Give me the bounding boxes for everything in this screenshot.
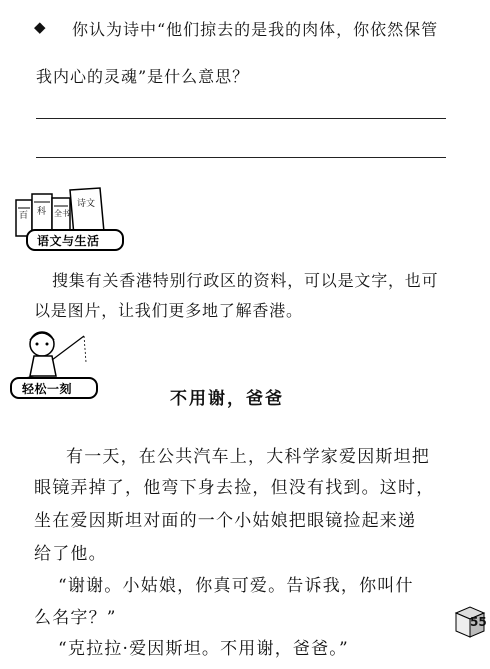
book-spine-4: 诗文 [77,199,96,209]
language-life-line-1: 搜集有关香港特别行政区的资料，可以是文字，也可 [52,271,439,290]
book-spine-2: 科 [37,207,47,217]
answer-line-2 [36,157,446,158]
page-number: 55 [470,615,487,629]
answer-line-1 [36,118,446,119]
story-line-3: 坐在爱因斯坦对面的一个小姑娘把眼镜捡起来递 [34,511,417,531]
relax-label: 轻松一刻 [22,382,73,396]
language-life-line-2: 以是图片，让我们更多地了解香港。 [34,301,303,320]
relax-badge [10,322,110,400]
page-number-cube [452,603,488,641]
language-life-label-bar [26,229,124,251]
story-line-7: “克拉拉·爱因斯坦。不用谢，爸爸。” [58,639,349,659]
language-life-label: 语文与生活 [37,234,100,248]
book-spine-3: 全书 [54,209,70,218]
book-spine-1: 百 [19,211,29,221]
story-title: 不用谢，爸爸 [170,389,284,409]
relax-label-bar [10,377,98,399]
story-line-2: 眼镜弄掉了，他弯下身去捡，但没有找到。这时， [34,478,435,498]
question-line-2: 我内心的灵魂”是什么意思？ [36,67,250,86]
story-line-6: 么名字？” [34,608,117,628]
story-line-5: “谢谢。小姑娘，你真可爱。告诉我，你叫什 [58,576,414,596]
diamond-bullet-icon: ◆ [34,18,46,36]
story-line-4: 给了他。 [34,544,107,564]
language-life-badge [14,186,126,252]
story-line-1: 有一天，在公共汽车上，大科学家爱因斯坦把 [66,447,430,467]
question-line-1: 你认为诗中“他们掠去的是我的肉体，你依然保管 [72,20,439,39]
